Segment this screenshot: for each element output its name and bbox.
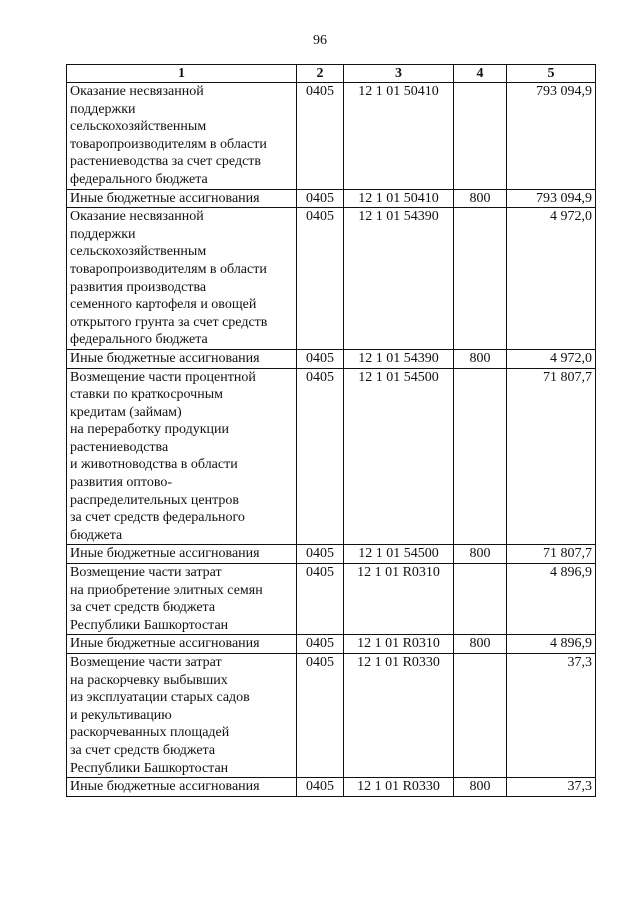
table-row [67,208,596,350]
row-section-cell: 0405 [297,368,344,545]
row-amount-cell: 4 972,0 [507,208,596,350]
column-header-4: 4 [454,65,507,83]
budget-table [66,64,596,797]
row-section-cell: 0405 [297,564,344,635]
row-amount-cell: 71 807,7 [507,368,596,545]
row-expense-type-cell: 800 [454,778,507,797]
row-amount-cell: 37,3 [507,778,596,797]
row-target-item-cell: 12 1 01 54500 [344,545,454,564]
row-amount-cell: 793 094,9 [507,189,596,208]
row-target-item-cell: 12 1 01 54390 [344,349,454,368]
row-expense-type-cell: 800 [454,189,507,208]
column-header-2: 2 [297,65,344,83]
table-row [67,189,596,208]
column-header-5: 5 [507,65,596,83]
row-expense-type-cell [454,564,507,635]
row-name-cell: Иные бюджетные ассигнования [67,778,297,797]
row-expense-type-cell [454,208,507,350]
row-target-item-cell: 12 1 01 R0330 [344,654,454,778]
row-section-cell: 0405 [297,189,344,208]
header-row [67,65,596,83]
column-header-1: 1 [67,65,297,83]
column-header-3: 3 [344,65,454,83]
row-section-cell: 0405 [297,349,344,368]
row-name-cell: Иные бюджетные ассигнования [67,635,297,654]
row-section-cell: 0405 [297,83,344,190]
row-target-item-cell: 12 1 01 50410 [344,189,454,208]
row-expense-type-cell [454,654,507,778]
row-amount-cell: 4 896,9 [507,564,596,635]
row-target-item-cell: 12 1 01 54500 [344,368,454,545]
table-row [67,564,596,635]
row-name-cell: Иные бюджетные ассигнования [67,545,297,564]
row-name-cell: Оказание несвязанной поддержки сельскохозяйственным товаропроизводителям в области развития производства семенного картофеля и овощей открытого грунта за счет средств федерального бюджета [67,208,297,350]
row-expense-type-cell [454,368,507,545]
table-body [67,83,596,797]
row-amount-cell: 37,3 [507,654,596,778]
row-amount-cell: 793 094,9 [507,83,596,190]
table-row [67,778,596,797]
row-target-item-cell: 12 1 01 50410 [344,83,454,190]
table-row [67,368,596,545]
table-header [67,65,596,83]
row-expense-type-cell [454,83,507,190]
row-expense-type-cell: 800 [454,635,507,654]
page-number: 96 [313,33,327,48]
row-expense-type-cell: 800 [454,349,507,368]
row-name-cell: Возмещение части затрат на раскорчевку выбывших из эксплуатации старых садов и рекультивацию раскорчеванных площадей за счет средств бюджета Республики Башкортостан [67,654,297,778]
table-row [67,635,596,654]
row-section-cell: 0405 [297,654,344,778]
row-amount-cell: 4 896,9 [507,635,596,654]
row-target-item-cell: 12 1 01 54390 [344,208,454,350]
row-target-item-cell: 12 1 01 R0330 [344,778,454,797]
row-amount-cell: 4 972,0 [507,349,596,368]
row-name-cell: Возмещение части затрат на приобретение элитных семян за счет средств бюджета Республики Башкортостан [67,564,297,635]
table-row [67,545,596,564]
row-name-cell: Возмещение части процентной ставки по краткосрочным кредитам (займам) на переработку продукции растениеводства и животноводства в области развития оптово- распределительных центров за счет средств федерального бюджета [67,368,297,545]
row-section-cell: 0405 [297,545,344,564]
row-target-item-cell: 12 1 01 R0310 [344,635,454,654]
row-section-cell: 0405 [297,635,344,654]
row-name-cell: Оказание несвязанной поддержки сельскохозяйственным товаропроизводителям в области растениеводства за счет средств федерального бюджета [67,83,297,190]
row-name-cell: Иные бюджетные ассигнования [67,189,297,208]
table-row [67,654,596,778]
row-section-cell: 0405 [297,778,344,797]
table-row [67,349,596,368]
row-expense-type-cell: 800 [454,545,507,564]
row-target-item-cell: 12 1 01 R0310 [344,564,454,635]
row-amount-cell: 71 807,7 [507,545,596,564]
table-row [67,83,596,190]
row-section-cell: 0405 [297,208,344,350]
row-name-cell: Иные бюджетные ассигнования [67,349,297,368]
